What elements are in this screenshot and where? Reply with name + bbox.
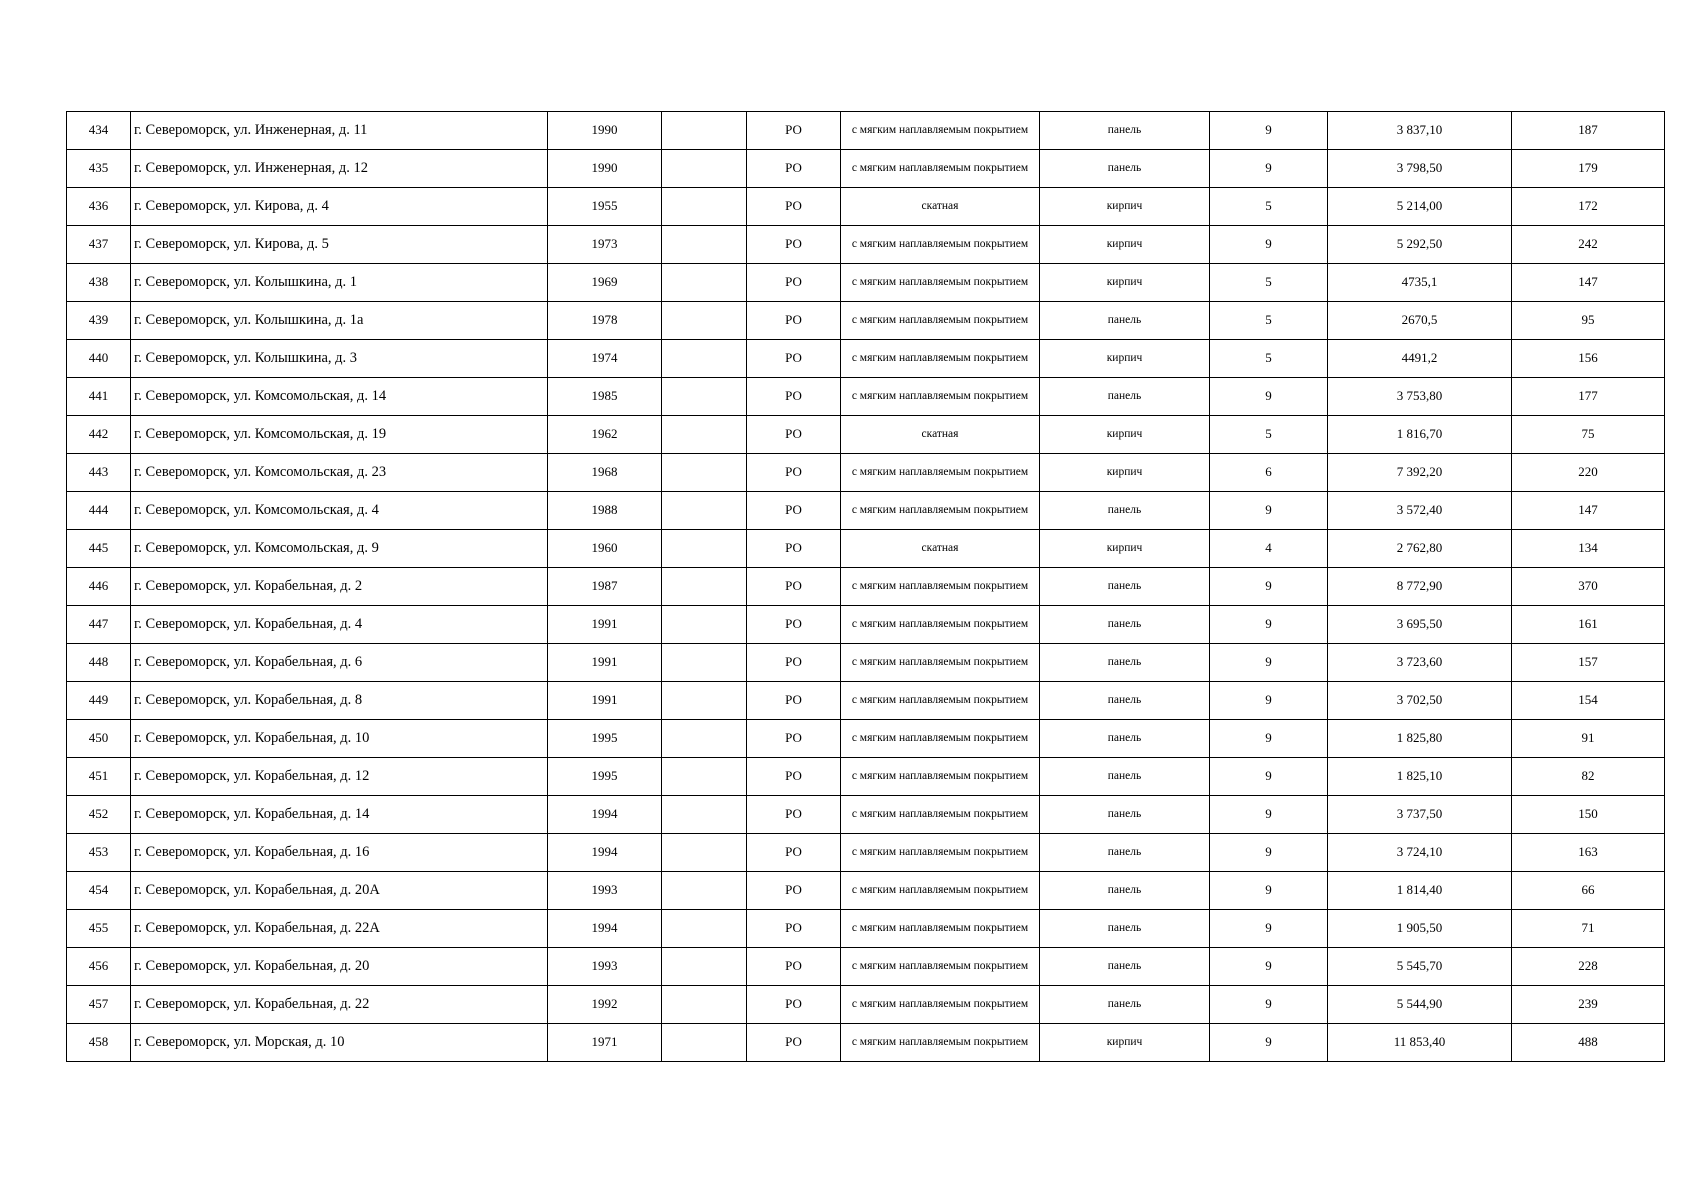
row-number-cell: 450: [67, 720, 131, 758]
address-cell: г. Североморск, ул. Корабельная, д. 16: [131, 834, 548, 872]
row-number-cell: 441: [67, 378, 131, 416]
roof-type-cell: скатная: [841, 530, 1040, 568]
address-cell: г. Североморск, ул. Колышкина, д. 1: [131, 264, 548, 302]
residents-cell: 150: [1512, 796, 1665, 834]
address-cell: г. Североморск, ул. Колышкина, д. 3: [131, 340, 548, 378]
floors-cell: 9: [1210, 112, 1328, 150]
build-year-cell: 1978: [548, 302, 662, 340]
floors-cell: 9: [1210, 644, 1328, 682]
roof-type-cell: с мягким наплавляемым покрытием: [841, 150, 1040, 188]
roof-type-cell: с мягким наплавляемым покрытием: [841, 264, 1040, 302]
area-cell: 3 572,40: [1328, 492, 1512, 530]
floors-cell: 4: [1210, 530, 1328, 568]
empty-cell: [662, 264, 747, 302]
wall-material-cell: панель: [1040, 910, 1210, 948]
area-cell: 1 825,10: [1328, 758, 1512, 796]
floors-cell: 6: [1210, 454, 1328, 492]
roof-type-cell: с мягким наплавляемым покрытием: [841, 112, 1040, 150]
fund-type-cell: РО: [747, 986, 841, 1024]
build-year-cell: 1993: [548, 872, 662, 910]
address-cell: г. Североморск, ул. Корабельная, д. 12: [131, 758, 548, 796]
area-cell: 3 702,50: [1328, 682, 1512, 720]
row-number-cell: 444: [67, 492, 131, 530]
area-cell: 1 816,70: [1328, 416, 1512, 454]
housing-register-table: [66, 111, 1665, 1062]
build-year-cell: 1987: [548, 568, 662, 606]
area-cell: 3 837,10: [1328, 112, 1512, 150]
table-row: [67, 112, 1665, 150]
fund-type-cell: РО: [747, 530, 841, 568]
table-row: [67, 188, 1665, 226]
build-year-cell: 1968: [548, 454, 662, 492]
empty-cell: [662, 416, 747, 454]
build-year-cell: 1990: [548, 150, 662, 188]
empty-cell: [662, 834, 747, 872]
empty-cell: [662, 568, 747, 606]
area-cell: 5 545,70: [1328, 948, 1512, 986]
build-year-cell: 1974: [548, 340, 662, 378]
address-cell: г. Североморск, ул. Кирова, д. 5: [131, 226, 548, 264]
build-year-cell: 1991: [548, 606, 662, 644]
wall-material-cell: панель: [1040, 644, 1210, 682]
residents-cell: 228: [1512, 948, 1665, 986]
fund-type-cell: РО: [747, 796, 841, 834]
residents-cell: 66: [1512, 872, 1665, 910]
floors-cell: 9: [1210, 226, 1328, 264]
empty-cell: [662, 340, 747, 378]
floors-cell: 9: [1210, 796, 1328, 834]
residents-cell: 154: [1512, 682, 1665, 720]
wall-material-cell: панель: [1040, 568, 1210, 606]
empty-cell: [662, 492, 747, 530]
empty-cell: [662, 1024, 747, 1062]
empty-cell: [662, 530, 747, 568]
build-year-cell: 1995: [548, 720, 662, 758]
wall-material-cell: панель: [1040, 378, 1210, 416]
area-cell: 4735,1: [1328, 264, 1512, 302]
floors-cell: 9: [1210, 720, 1328, 758]
address-cell: г. Североморск, ул. Корабельная, д. 6: [131, 644, 548, 682]
roof-type-cell: скатная: [841, 416, 1040, 454]
wall-material-cell: панель: [1040, 720, 1210, 758]
wall-material-cell: кирпич: [1040, 530, 1210, 568]
build-year-cell: 1992: [548, 986, 662, 1024]
address-cell: г. Североморск, ул. Колышкина, д. 1а: [131, 302, 548, 340]
row-number-cell: 439: [67, 302, 131, 340]
fund-type-cell: РО: [747, 758, 841, 796]
roof-type-cell: с мягким наплавляемым покрытием: [841, 948, 1040, 986]
residents-cell: 71: [1512, 910, 1665, 948]
empty-cell: [662, 302, 747, 340]
fund-type-cell: РО: [747, 568, 841, 606]
residents-cell: 157: [1512, 644, 1665, 682]
area-cell: 5 214,00: [1328, 188, 1512, 226]
residents-cell: 370: [1512, 568, 1665, 606]
build-year-cell: 1960: [548, 530, 662, 568]
area-cell: 8 772,90: [1328, 568, 1512, 606]
build-year-cell: 1973: [548, 226, 662, 264]
residents-cell: 239: [1512, 986, 1665, 1024]
fund-type-cell: РО: [747, 378, 841, 416]
row-number-cell: 456: [67, 948, 131, 986]
residents-cell: 172: [1512, 188, 1665, 226]
empty-cell: [662, 796, 747, 834]
wall-material-cell: панель: [1040, 758, 1210, 796]
table-row: [67, 644, 1665, 682]
build-year-cell: 1990: [548, 112, 662, 150]
empty-cell: [662, 682, 747, 720]
table-row: [67, 264, 1665, 302]
fund-type-cell: РО: [747, 1024, 841, 1062]
build-year-cell: 1994: [548, 796, 662, 834]
row-number-cell: 458: [67, 1024, 131, 1062]
residents-cell: 91: [1512, 720, 1665, 758]
floors-cell: 5: [1210, 340, 1328, 378]
table-row: [67, 416, 1665, 454]
address-cell: г. Североморск, ул. Комсомольская, д. 23: [131, 454, 548, 492]
fund-type-cell: РО: [747, 682, 841, 720]
area-cell: 5 292,50: [1328, 226, 1512, 264]
table-row: [67, 720, 1665, 758]
area-cell: 3 753,80: [1328, 378, 1512, 416]
row-number-cell: 443: [67, 454, 131, 492]
build-year-cell: 1955: [548, 188, 662, 226]
roof-type-cell: с мягким наплавляемым покрытием: [841, 492, 1040, 530]
table-row: [67, 302, 1665, 340]
empty-cell: [662, 948, 747, 986]
area-cell: 1 825,80: [1328, 720, 1512, 758]
fund-type-cell: РО: [747, 644, 841, 682]
fund-type-cell: РО: [747, 910, 841, 948]
floors-cell: 9: [1210, 606, 1328, 644]
area-cell: 11 853,40: [1328, 1024, 1512, 1062]
address-cell: г. Североморск, ул. Инженерная, д. 12: [131, 150, 548, 188]
roof-type-cell: с мягким наплавляемым покрытием: [841, 644, 1040, 682]
wall-material-cell: кирпич: [1040, 188, 1210, 226]
area-cell: 3 798,50: [1328, 150, 1512, 188]
empty-cell: [662, 150, 747, 188]
empty-cell: [662, 644, 747, 682]
floors-cell: 9: [1210, 986, 1328, 1024]
wall-material-cell: панель: [1040, 150, 1210, 188]
roof-type-cell: с мягким наплавляемым покрытием: [841, 796, 1040, 834]
fund-type-cell: РО: [747, 492, 841, 530]
wall-material-cell: кирпич: [1040, 454, 1210, 492]
build-year-cell: 1993: [548, 948, 662, 986]
area-cell: 2 762,80: [1328, 530, 1512, 568]
empty-cell: [662, 606, 747, 644]
row-number-cell: 445: [67, 530, 131, 568]
area-cell: 5 544,90: [1328, 986, 1512, 1024]
wall-material-cell: панель: [1040, 606, 1210, 644]
floors-cell: 9: [1210, 834, 1328, 872]
floors-cell: 5: [1210, 188, 1328, 226]
roof-type-cell: с мягким наплавляемым покрытием: [841, 720, 1040, 758]
residents-cell: 161: [1512, 606, 1665, 644]
table-row: [67, 758, 1665, 796]
address-cell: г. Североморск, ул. Комсомольская, д. 9: [131, 530, 548, 568]
empty-cell: [662, 720, 747, 758]
empty-cell: [662, 226, 747, 264]
area-cell: 3 724,10: [1328, 834, 1512, 872]
fund-type-cell: РО: [747, 948, 841, 986]
row-number-cell: 438: [67, 264, 131, 302]
address-cell: г. Североморск, ул. Корабельная, д. 14: [131, 796, 548, 834]
build-year-cell: 1969: [548, 264, 662, 302]
row-number-cell: 436: [67, 188, 131, 226]
roof-type-cell: с мягким наплавляемым покрытием: [841, 910, 1040, 948]
empty-cell: [662, 378, 747, 416]
row-number-cell: 457: [67, 986, 131, 1024]
floors-cell: 9: [1210, 1024, 1328, 1062]
address-cell: г. Североморск, ул. Кирова, д. 4: [131, 188, 548, 226]
floors-cell: 9: [1210, 682, 1328, 720]
residents-cell: 156: [1512, 340, 1665, 378]
fund-type-cell: РО: [747, 416, 841, 454]
table-row: [67, 872, 1665, 910]
residents-cell: 163: [1512, 834, 1665, 872]
fund-type-cell: РО: [747, 264, 841, 302]
roof-type-cell: с мягким наплавляемым покрытием: [841, 378, 1040, 416]
address-cell: г. Североморск, ул. Корабельная, д. 22А: [131, 910, 548, 948]
area-cell: 3 695,50: [1328, 606, 1512, 644]
fund-type-cell: РО: [747, 112, 841, 150]
fund-type-cell: РО: [747, 454, 841, 492]
table-row: [67, 1024, 1665, 1062]
address-cell: г. Североморск, ул. Корабельная, д. 8: [131, 682, 548, 720]
address-cell: г. Североморск, ул. Инженерная, д. 11: [131, 112, 548, 150]
wall-material-cell: кирпич: [1040, 340, 1210, 378]
floors-cell: 9: [1210, 910, 1328, 948]
floors-cell: 5: [1210, 264, 1328, 302]
row-number-cell: 440: [67, 340, 131, 378]
roof-type-cell: с мягким наплавляемым покрытием: [841, 226, 1040, 264]
area-cell: 7 392,20: [1328, 454, 1512, 492]
table-row: [67, 606, 1665, 644]
roof-type-cell: с мягким наплавляемым покрытием: [841, 454, 1040, 492]
roof-type-cell: с мягким наплавляемым покрытием: [841, 872, 1040, 910]
build-year-cell: 1994: [548, 910, 662, 948]
floors-cell: 9: [1210, 948, 1328, 986]
floors-cell: 5: [1210, 416, 1328, 454]
wall-material-cell: панель: [1040, 834, 1210, 872]
fund-type-cell: РО: [747, 872, 841, 910]
fund-type-cell: РО: [747, 150, 841, 188]
wall-material-cell: панель: [1040, 986, 1210, 1024]
area-cell: 3 737,50: [1328, 796, 1512, 834]
table-row: [67, 948, 1665, 986]
wall-material-cell: кирпич: [1040, 1024, 1210, 1062]
empty-cell: [662, 188, 747, 226]
empty-cell: [662, 112, 747, 150]
residents-cell: 75: [1512, 416, 1665, 454]
wall-material-cell: кирпич: [1040, 416, 1210, 454]
table-row: [67, 986, 1665, 1024]
row-number-cell: 453: [67, 834, 131, 872]
address-cell: г. Североморск, ул. Корабельная, д. 20А: [131, 872, 548, 910]
row-number-cell: 435: [67, 150, 131, 188]
row-number-cell: 442: [67, 416, 131, 454]
area-cell: 1 814,40: [1328, 872, 1512, 910]
residents-cell: 95: [1512, 302, 1665, 340]
residents-cell: 220: [1512, 454, 1665, 492]
table-body: [67, 112, 1665, 1062]
area-cell: 2670,5: [1328, 302, 1512, 340]
build-year-cell: 1962: [548, 416, 662, 454]
table-row: [67, 796, 1665, 834]
roof-type-cell: с мягким наплавляемым покрытием: [841, 986, 1040, 1024]
address-cell: г. Североморск, ул. Корабельная, д. 20: [131, 948, 548, 986]
build-year-cell: 1971: [548, 1024, 662, 1062]
row-number-cell: 455: [67, 910, 131, 948]
row-number-cell: 447: [67, 606, 131, 644]
roof-type-cell: с мягким наплавляемым покрытием: [841, 1024, 1040, 1062]
address-cell: г. Североморск, ул. Комсомольская, д. 4: [131, 492, 548, 530]
roof-type-cell: с мягким наплавляемым покрытием: [841, 758, 1040, 796]
floors-cell: 9: [1210, 758, 1328, 796]
address-cell: г. Североморск, ул. Корабельная, д. 10: [131, 720, 548, 758]
address-cell: г. Североморск, ул. Корабельная, д. 2: [131, 568, 548, 606]
wall-material-cell: панель: [1040, 302, 1210, 340]
table-row: [67, 530, 1665, 568]
wall-material-cell: кирпич: [1040, 264, 1210, 302]
roof-type-cell: с мягким наплавляемым покрытием: [841, 302, 1040, 340]
roof-type-cell: с мягким наплавляемым покрытием: [841, 606, 1040, 644]
residents-cell: 179: [1512, 150, 1665, 188]
table-row: [67, 378, 1665, 416]
build-year-cell: 1991: [548, 682, 662, 720]
build-year-cell: 1995: [548, 758, 662, 796]
residents-cell: 147: [1512, 264, 1665, 302]
row-number-cell: 446: [67, 568, 131, 606]
row-number-cell: 449: [67, 682, 131, 720]
empty-cell: [662, 872, 747, 910]
fund-type-cell: РО: [747, 834, 841, 872]
residents-cell: 488: [1512, 1024, 1665, 1062]
floors-cell: 9: [1210, 872, 1328, 910]
wall-material-cell: панель: [1040, 796, 1210, 834]
row-number-cell: 454: [67, 872, 131, 910]
table-row: [67, 682, 1665, 720]
row-number-cell: 437: [67, 226, 131, 264]
floors-cell: 9: [1210, 568, 1328, 606]
fund-type-cell: РО: [747, 340, 841, 378]
address-cell: г. Североморск, ул. Комсомольская, д. 19: [131, 416, 548, 454]
build-year-cell: 1985: [548, 378, 662, 416]
fund-type-cell: РО: [747, 188, 841, 226]
address-cell: г. Североморск, ул. Морская, д. 10: [131, 1024, 548, 1062]
fund-type-cell: РО: [747, 720, 841, 758]
roof-type-cell: с мягким наплавляемым покрытием: [841, 340, 1040, 378]
wall-material-cell: панель: [1040, 492, 1210, 530]
residents-cell: 82: [1512, 758, 1665, 796]
fund-type-cell: РО: [747, 226, 841, 264]
table-row: [67, 150, 1665, 188]
wall-material-cell: панель: [1040, 948, 1210, 986]
roof-type-cell: с мягким наплавляемым покрытием: [841, 568, 1040, 606]
fund-type-cell: РО: [747, 606, 841, 644]
residents-cell: 177: [1512, 378, 1665, 416]
floors-cell: 9: [1210, 378, 1328, 416]
table-row: [67, 910, 1665, 948]
row-number-cell: 451: [67, 758, 131, 796]
row-number-cell: 448: [67, 644, 131, 682]
wall-material-cell: панель: [1040, 872, 1210, 910]
build-year-cell: 1994: [548, 834, 662, 872]
fund-type-cell: РО: [747, 302, 841, 340]
floors-cell: 5: [1210, 302, 1328, 340]
row-number-cell: 434: [67, 112, 131, 150]
address-cell: г. Североморск, ул. Комсомольская, д. 14: [131, 378, 548, 416]
row-number-cell: 452: [67, 796, 131, 834]
wall-material-cell: панель: [1040, 112, 1210, 150]
address-cell: г. Североморск, ул. Корабельная, д. 4: [131, 606, 548, 644]
floors-cell: 9: [1210, 492, 1328, 530]
area-cell: 4491,2: [1328, 340, 1512, 378]
empty-cell: [662, 910, 747, 948]
table-row: [67, 454, 1665, 492]
empty-cell: [662, 758, 747, 796]
table-row: [67, 226, 1665, 264]
empty-cell: [662, 454, 747, 492]
build-year-cell: 1991: [548, 644, 662, 682]
table-row: [67, 340, 1665, 378]
build-year-cell: 1988: [548, 492, 662, 530]
roof-type-cell: скатная: [841, 188, 1040, 226]
residents-cell: 242: [1512, 226, 1665, 264]
address-cell: г. Североморск, ул. Корабельная, д. 22: [131, 986, 548, 1024]
wall-material-cell: кирпич: [1040, 226, 1210, 264]
roof-type-cell: с мягким наплавляемым покрытием: [841, 682, 1040, 720]
table-row: [67, 834, 1665, 872]
area-cell: 3 723,60: [1328, 644, 1512, 682]
table-row: [67, 492, 1665, 530]
wall-material-cell: панель: [1040, 682, 1210, 720]
floors-cell: 9: [1210, 150, 1328, 188]
area-cell: 1 905,50: [1328, 910, 1512, 948]
table-row: [67, 568, 1665, 606]
residents-cell: 187: [1512, 112, 1665, 150]
roof-type-cell: с мягким наплавляемым покрытием: [841, 834, 1040, 872]
empty-cell: [662, 986, 747, 1024]
residents-cell: 134: [1512, 530, 1665, 568]
residents-cell: 147: [1512, 492, 1665, 530]
